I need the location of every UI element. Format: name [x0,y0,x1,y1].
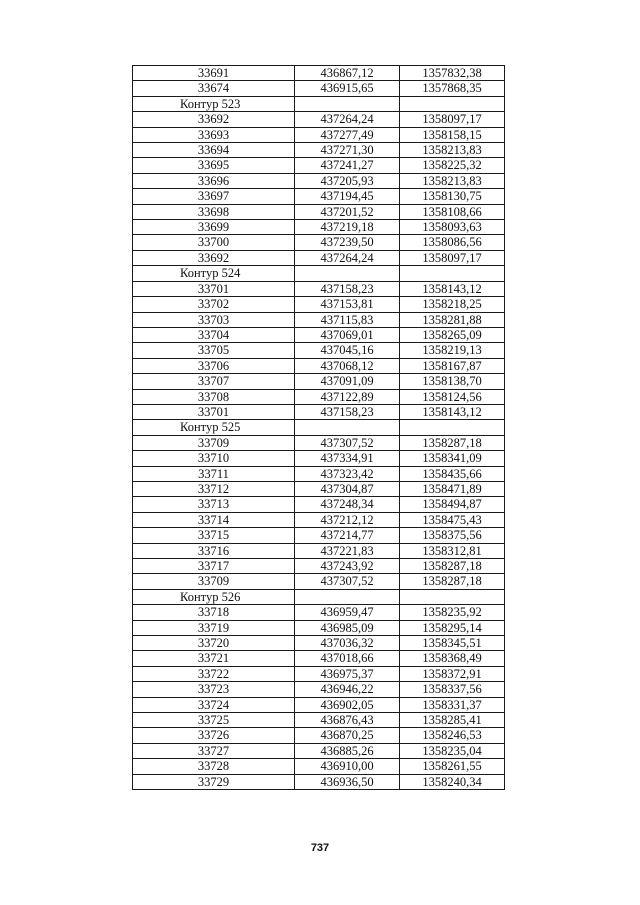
y-coordinate-cell: 1358138,70 [400,374,505,389]
table-row [133,235,505,250]
y-coordinate-cell: 1358265,09 [400,327,505,342]
point-id-cell: 33701 [133,281,295,296]
point-id-cell: 33722 [133,666,295,681]
point-id-cell: 33713 [133,497,295,512]
table-row [133,189,505,204]
y-coordinate-cell: 1358093,63 [400,220,505,235]
point-id-cell: 33695 [133,158,295,173]
y-coordinate-cell: 1358097,17 [400,112,505,127]
y-coordinate-cell: 1358295,14 [400,620,505,635]
point-id-cell: 33727 [133,743,295,758]
empty-cell [295,589,400,604]
x-coordinate-cell: 437277,49 [295,127,400,142]
table-row [133,66,505,81]
coordinates-table [132,65,505,790]
y-coordinate-cell: 1358086,56 [400,235,505,250]
y-coordinate-cell: 1358341,09 [400,451,505,466]
table-row [133,574,505,589]
table-row [133,143,505,158]
x-coordinate-cell: 437241,27 [295,158,400,173]
point-id-cell: 33697 [133,189,295,204]
point-id-cell: 33694 [133,143,295,158]
x-coordinate-cell: 437115,83 [295,312,400,327]
x-coordinate-cell: 437122,89 [295,389,400,404]
x-coordinate-cell: 437194,45 [295,189,400,204]
contour-label: Контур 525 [133,420,295,435]
y-coordinate-cell: 1358143,12 [400,404,505,419]
contour-header-row [133,420,505,435]
point-id-cell: 33708 [133,389,295,404]
point-id-cell: 33729 [133,774,295,789]
x-coordinate-cell: 437045,16 [295,343,400,358]
table-row [133,666,505,681]
x-coordinate-cell: 437334,91 [295,451,400,466]
table-row [133,528,505,543]
y-coordinate-cell: 1358287,18 [400,559,505,574]
point-id-cell: 33702 [133,297,295,312]
x-coordinate-cell: 436876,43 [295,713,400,728]
table-row [133,327,505,342]
y-coordinate-cell: 1358240,34 [400,774,505,789]
x-coordinate-cell: 436975,37 [295,666,400,681]
y-coordinate-cell: 1358372,91 [400,666,505,681]
point-id-cell: 33674 [133,81,295,96]
x-coordinate-cell: 437068,12 [295,358,400,373]
empty-cell [295,266,400,281]
point-id-cell: 33703 [133,312,295,327]
point-id-cell: 33724 [133,697,295,712]
point-id-cell: 33726 [133,728,295,743]
y-coordinate-cell: 1358235,92 [400,605,505,620]
x-coordinate-cell: 437264,24 [295,250,400,265]
x-coordinate-cell: 437239,50 [295,235,400,250]
table-row [133,713,505,728]
y-coordinate-cell: 1358312,81 [400,543,505,558]
x-coordinate-cell: 437214,77 [295,528,400,543]
y-coordinate-cell: 1358368,49 [400,651,505,666]
y-coordinate-cell: 1358435,66 [400,466,505,481]
x-coordinate-cell: 436867,12 [295,66,400,81]
table-row [133,774,505,789]
point-id-cell: 33693 [133,127,295,142]
empty-cell [400,266,505,281]
contour-header-row [133,589,505,604]
y-coordinate-cell: 1358287,18 [400,574,505,589]
table-row [133,620,505,635]
point-id-cell: 33691 [133,66,295,81]
y-coordinate-cell: 1358494,87 [400,497,505,512]
x-coordinate-cell: 437307,52 [295,435,400,450]
table-row [133,543,505,558]
x-coordinate-cell: 437221,83 [295,543,400,558]
point-id-cell: 33720 [133,636,295,651]
x-coordinate-cell: 437158,23 [295,281,400,296]
point-id-cell: 33706 [133,358,295,373]
y-coordinate-cell: 1358281,88 [400,312,505,327]
point-id-cell: 33700 [133,235,295,250]
x-coordinate-cell: 437036,32 [295,636,400,651]
x-coordinate-cell: 437307,52 [295,574,400,589]
y-coordinate-cell: 1358475,43 [400,512,505,527]
x-coordinate-cell: 437248,34 [295,497,400,512]
y-coordinate-cell: 1358285,41 [400,713,505,728]
table-row [133,112,505,127]
y-coordinate-cell: 1358124,56 [400,389,505,404]
point-id-cell: 33704 [133,327,295,342]
empty-cell [295,420,400,435]
point-id-cell: 33692 [133,112,295,127]
x-coordinate-cell: 436902,05 [295,697,400,712]
table-row [133,512,505,527]
x-coordinate-cell: 437158,23 [295,404,400,419]
point-id-cell: 33710 [133,451,295,466]
table-row [133,173,505,188]
coordinates-table-body [133,66,505,790]
x-coordinate-cell: 437304,87 [295,481,400,496]
x-coordinate-cell: 436959,47 [295,605,400,620]
x-coordinate-cell: 436936,50 [295,774,400,789]
contour-label: Контур 526 [133,589,295,604]
y-coordinate-cell: 1358261,55 [400,759,505,774]
y-coordinate-cell: 1358235,04 [400,743,505,758]
point-id-cell: 33711 [133,466,295,481]
table-row [133,374,505,389]
y-coordinate-cell: 1358331,37 [400,697,505,712]
point-id-cell: 33692 [133,250,295,265]
table-row [133,435,505,450]
point-id-cell: 33714 [133,512,295,527]
x-coordinate-cell: 437091,09 [295,374,400,389]
x-coordinate-cell: 437271,30 [295,143,400,158]
table-row [133,281,505,296]
y-coordinate-cell: 1358287,18 [400,435,505,450]
table-row [133,343,505,358]
y-coordinate-cell: 1358213,83 [400,143,505,158]
point-id-cell: 33696 [133,173,295,188]
x-coordinate-cell: 437219,18 [295,220,400,235]
y-coordinate-cell: 1358143,12 [400,281,505,296]
table-row [133,204,505,219]
x-coordinate-cell: 437153,81 [295,297,400,312]
table-row [133,451,505,466]
contour-header-row [133,266,505,281]
y-coordinate-cell: 1358225,32 [400,158,505,173]
point-id-cell: 33712 [133,481,295,496]
y-coordinate-cell: 1358167,87 [400,358,505,373]
table-row [133,358,505,373]
y-coordinate-cell: 1357832,38 [400,66,505,81]
table-row [133,312,505,327]
point-id-cell: 33723 [133,682,295,697]
table-row [133,220,505,235]
point-id-cell: 33701 [133,404,295,419]
x-coordinate-cell: 436885,26 [295,743,400,758]
table-row [133,651,505,666]
x-coordinate-cell: 437264,24 [295,112,400,127]
table-row [133,636,505,651]
y-coordinate-cell: 1357868,35 [400,81,505,96]
contour-label: Контур 523 [133,96,295,111]
y-coordinate-cell: 1358097,17 [400,250,505,265]
table-row [133,497,505,512]
point-id-cell: 33719 [133,620,295,635]
x-coordinate-cell: 436870,25 [295,728,400,743]
y-coordinate-cell: 1358108,66 [400,204,505,219]
x-coordinate-cell: 436985,09 [295,620,400,635]
point-id-cell: 33716 [133,543,295,558]
y-coordinate-cell: 1358218,25 [400,297,505,312]
table-row [133,759,505,774]
y-coordinate-cell: 1358219,13 [400,343,505,358]
table-row [133,389,505,404]
y-coordinate-cell: 1358158,15 [400,127,505,142]
point-id-cell: 33715 [133,528,295,543]
point-id-cell: 33717 [133,559,295,574]
point-id-cell: 33705 [133,343,295,358]
y-coordinate-cell: 1358130,75 [400,189,505,204]
table-row [133,466,505,481]
contour-label: Контур 524 [133,266,295,281]
x-coordinate-cell: 437323,42 [295,466,400,481]
empty-cell [295,96,400,111]
empty-cell [400,420,505,435]
x-coordinate-cell: 436915,65 [295,81,400,96]
x-coordinate-cell: 437201,52 [295,204,400,219]
y-coordinate-cell: 1358337,56 [400,682,505,697]
x-coordinate-cell: 437243,92 [295,559,400,574]
y-coordinate-cell: 1358345,51 [400,636,505,651]
point-id-cell: 33728 [133,759,295,774]
table-row [133,682,505,697]
y-coordinate-cell: 1358246,53 [400,728,505,743]
table-row [133,81,505,96]
table-row [133,127,505,142]
empty-cell [400,589,505,604]
x-coordinate-cell: 437069,01 [295,327,400,342]
point-id-cell: 33721 [133,651,295,666]
point-id-cell: 33709 [133,574,295,589]
table-row [133,404,505,419]
x-coordinate-cell: 436946,22 [295,682,400,697]
point-id-cell: 33709 [133,435,295,450]
table-row [133,158,505,173]
y-coordinate-cell: 1358213,83 [400,173,505,188]
table-row [133,297,505,312]
x-coordinate-cell: 437018,66 [295,651,400,666]
point-id-cell: 33699 [133,220,295,235]
table-row [133,559,505,574]
table-row [133,605,505,620]
table-row [133,481,505,496]
y-coordinate-cell: 1358471,89 [400,481,505,496]
point-id-cell: 33725 [133,713,295,728]
point-id-cell: 33698 [133,204,295,219]
table-row [133,743,505,758]
table-row [133,250,505,265]
point-id-cell: 33707 [133,374,295,389]
table-row [133,697,505,712]
page-number: 737 [310,842,330,854]
x-coordinate-cell: 437212,12 [295,512,400,527]
contour-header-row [133,96,505,111]
point-id-cell: 33718 [133,605,295,620]
y-coordinate-cell: 1358375,56 [400,528,505,543]
empty-cell [400,96,505,111]
x-coordinate-cell: 436910,00 [295,759,400,774]
x-coordinate-cell: 437205,93 [295,173,400,188]
table-row [133,728,505,743]
